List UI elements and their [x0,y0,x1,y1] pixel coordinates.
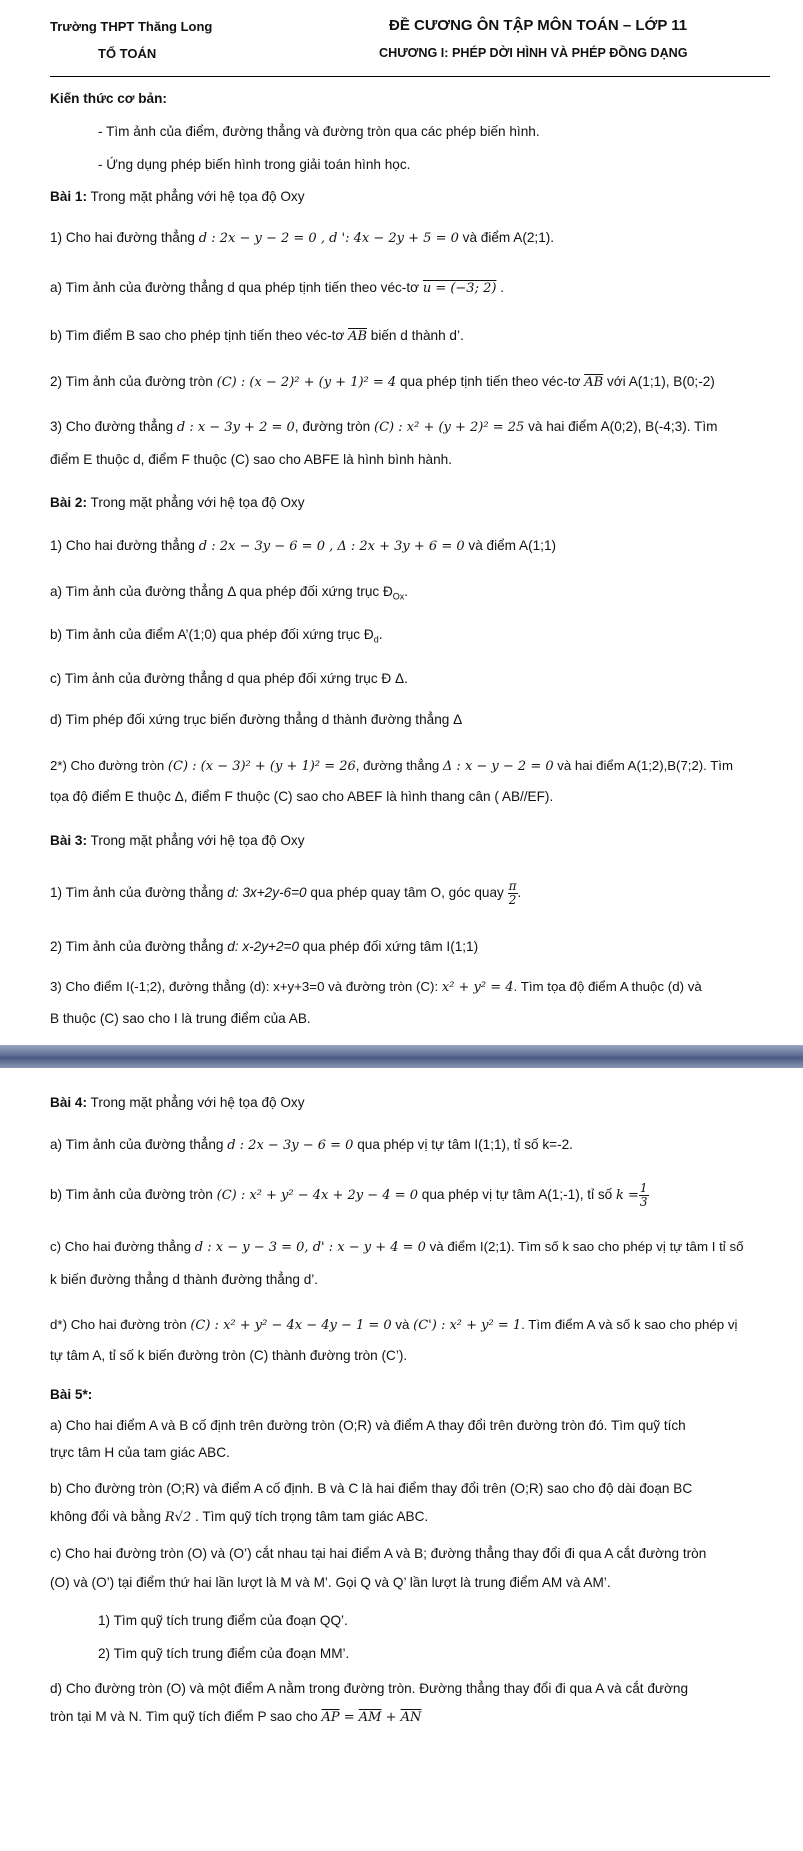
exercise-line: 2) Tìm ảnh của đường thẳng d: x-2y+2=0 qua phép đối xứng tâm I(1;1) [50,939,479,954]
department: TỔ TOÁN [98,46,157,61]
exercise-line: 1) Cho hai đường thẳng d : 2x − 3y − 6 = 0 , Δ : 2x + 3y + 6 = 0 và điểm A(1;1) [50,538,557,554]
exercise-line: b) Tìm ảnh của đường tròn (C) : x² + y² − 4x + 2y − 4 = 0 qua phép vị tự tâm A(1;-1), tỉ số k = $\frac{1}{3}$ [50,1181,648,1209]
fraction-one-third: $\frac{1}{3}$ [639,1181,648,1209]
exercise-1-heading: Bài 1: Trong mặt phẳng với hệ tọa độ Oxy [50,189,305,204]
header-rule [50,76,770,77]
intro-item: - Tìm ảnh của điểm, đường thẳng và đường tròn qua các phép biến hình. [98,124,540,139]
chapter-title: CHƯƠNG I: PHÉP DỜI HÌNH VÀ PHÉP ĐỒNG DẠNG [379,46,688,60]
exercise-line: c) Tìm ảnh của đường thẳng d qua phép đối xứng trục Đ Δ. [50,671,408,686]
exercise-line: a) Tìm ảnh của đường thẳng d : 2x − 3y − 6 = 0 qua phép vị tự tâm I(1;1), tỉ số k=-2. [50,1137,573,1153]
exercise-4-heading: Bài 4: Trong mặt phẳng với hệ tọa độ Oxy [50,1095,305,1110]
exercise-line: 1) Tìm quỹ tích trung điểm của đoạn QQ’. [98,1613,348,1628]
exercise-line: tọa độ điểm E thuộc Δ, điểm F thuộc (C) sao cho ABEF là hình thang cân ( AB//EF). [50,789,554,804]
exercise-line: d*) Cho hai đường tròn (C) : x² + y² − 4x − 4y − 1 = 0 và (C') : x² + y² = 1. Tìm điểm A và số k sao cho phép vị [50,1317,738,1333]
exercise-line: điểm E thuộc d, điểm F thuộc (C) sao cho ABFE là hình bình hành. [50,452,452,467]
exercise-line: tròn tại M và N. Tìm quỹ tích điểm P sao cho $\overline{AP} = \overline{AM} + \overline{AN}$ [50,1709,422,1725]
exercise-line: a) Tìm ảnh của đường thẳng Δ qua phép đối xứng trục $Đ_{Ox}$. [50,584,409,602]
exercise-line: 1) Cho hai đường thẳng d : 2x − y − 2 = 0 , d ': 4x − 2y + 5 = 0 và điểm A(2;1). [50,230,555,246]
exercise-line: 3) Cho đường thẳng d : x − 3y + 2 = 0, đường tròn (C) : x² + (y + 2)² = 25 và hai điểm A(0;2), B(-4;3). Tìm [50,419,718,435]
exercise-line: c) Cho hai đường thẳng d : x − y − 3 = 0, d' : x − y + 4 = 0 và điểm I(2;1). Tìm số k sao cho phép vị tự tâm I tỉ số [50,1239,744,1255]
exercise-line: 2) Tìm quỹ tích trung điểm của đoạn MM’. [98,1646,350,1661]
exercise-line: b) Tìm điểm B sao cho phép tịnh tiến theo véc-tơ $\overline{AB}$ biến d thành d’. [50,328,464,344]
exercise-line: (O) và (O’) tại điểm thứ hai lần lượt là M và M’. Gọi Q và Q’ lần lượt là trung điểm AM và AM’. [50,1575,611,1590]
intro-heading: Kiến thức cơ bản: [50,91,167,106]
exercise-line: b) Tìm ảnh của điểm A’(1;0) qua phép đối xứng trục $Đ_d$. [50,627,383,645]
exercise-2-heading: Bài 2: Trong mặt phẳng với hệ tọa độ Oxy [50,495,305,510]
exercise-line: k biến đường thẳng d thành đường thẳng d’. [50,1272,319,1287]
exercise-line: 2) Tìm ảnh của đường tròn (C) : (x − 2)² + (y + 1)² = 4 qua phép tịnh tiến theo véc-tơ $\overline{AB}$ với A(1;1), B(0;-2) [50,374,715,390]
exercise-5-heading: Bài 5*: [50,1387,93,1402]
page-separator [0,1045,803,1068]
intro-item: - Ứng dụng phép biến hình trong giải toán hình học. [98,157,411,172]
exercise-line: d) Cho đường tròn (O) và một điểm A nằm trong đường tròn. Đường thẳng thay đổi đi qua A và cắt đường [50,1681,689,1696]
exercise-line: 1) Tìm ảnh của đường thẳng d: 3x+2y-6=0 qua phép quay tâm O, góc quay $\frac{\pi}{2}$ . [50,879,522,907]
exercise-line: a) Cho hai điểm A và B cố định trên đường tròn (O;R) và điểm A thay đổi trên đường tròn đó. Tìm quỹ tích [50,1418,686,1433]
exercise-line: b) Cho đường tròn (O;R) và điểm A cố định. B và C là hai điểm thay đổi trên (O;R) sao cho độ dài đoạn BC [50,1481,693,1496]
exercise-line: c) Cho hai đường tròn (O) và (O’) cắt nhau tại hai điểm A và B; đường thẳng thay đổi đi qua A cắt đường tròn [50,1546,707,1561]
exercise-3-heading: Bài 3: Trong mặt phẳng với hệ tọa độ Oxy [50,833,305,848]
exercise-line: trực tâm H của tam giác ABC. [50,1445,230,1460]
exercise-line: tự tâm A, tỉ số k biến đường tròn (C) thành đường tròn (C’). [50,1348,408,1363]
page-2 [0,1068,803,1851]
exercise-line: B thuộc (C) sao cho I là trung điểm của AB. [50,1011,311,1026]
exercise-line: d) Tìm phép đối xứng trục biến đường thẳng d thành đường thẳng Δ [50,712,463,727]
exercise-line: 2*) Cho đường tròn (C) : (x − 3)² + (y + 1)² = 26, đường thẳng Δ : x − y − 2 = 0 và hai điểm A(1;2),B(7;2). Tìm [50,758,733,774]
exercise-line: 3) Cho điểm I(-1;2), đường thẳng (d): x+y+3=0 và đường tròn (C): x² + y² = 4. Tìm tọa độ điểm A thuộc (d) và [50,979,702,995]
school-name: Trường THPT Thăng Long [50,19,213,34]
fraction-pi-over-2: $\frac{\pi}{2}$ [508,879,517,907]
exercise-line: không đổi và bằng R√2 . Tìm quỹ tích trọng tâm tam giác ABC. [50,1509,429,1525]
exercise-line: a) Tìm ảnh của đường thẳng d qua phép tịnh tiến theo véc-tơ u = (−3; 2) . [50,280,504,296]
document-title: ĐỀ CƯƠNG ÔN TẬP MÔN TOÁN – LỚP 11 [389,17,688,34]
